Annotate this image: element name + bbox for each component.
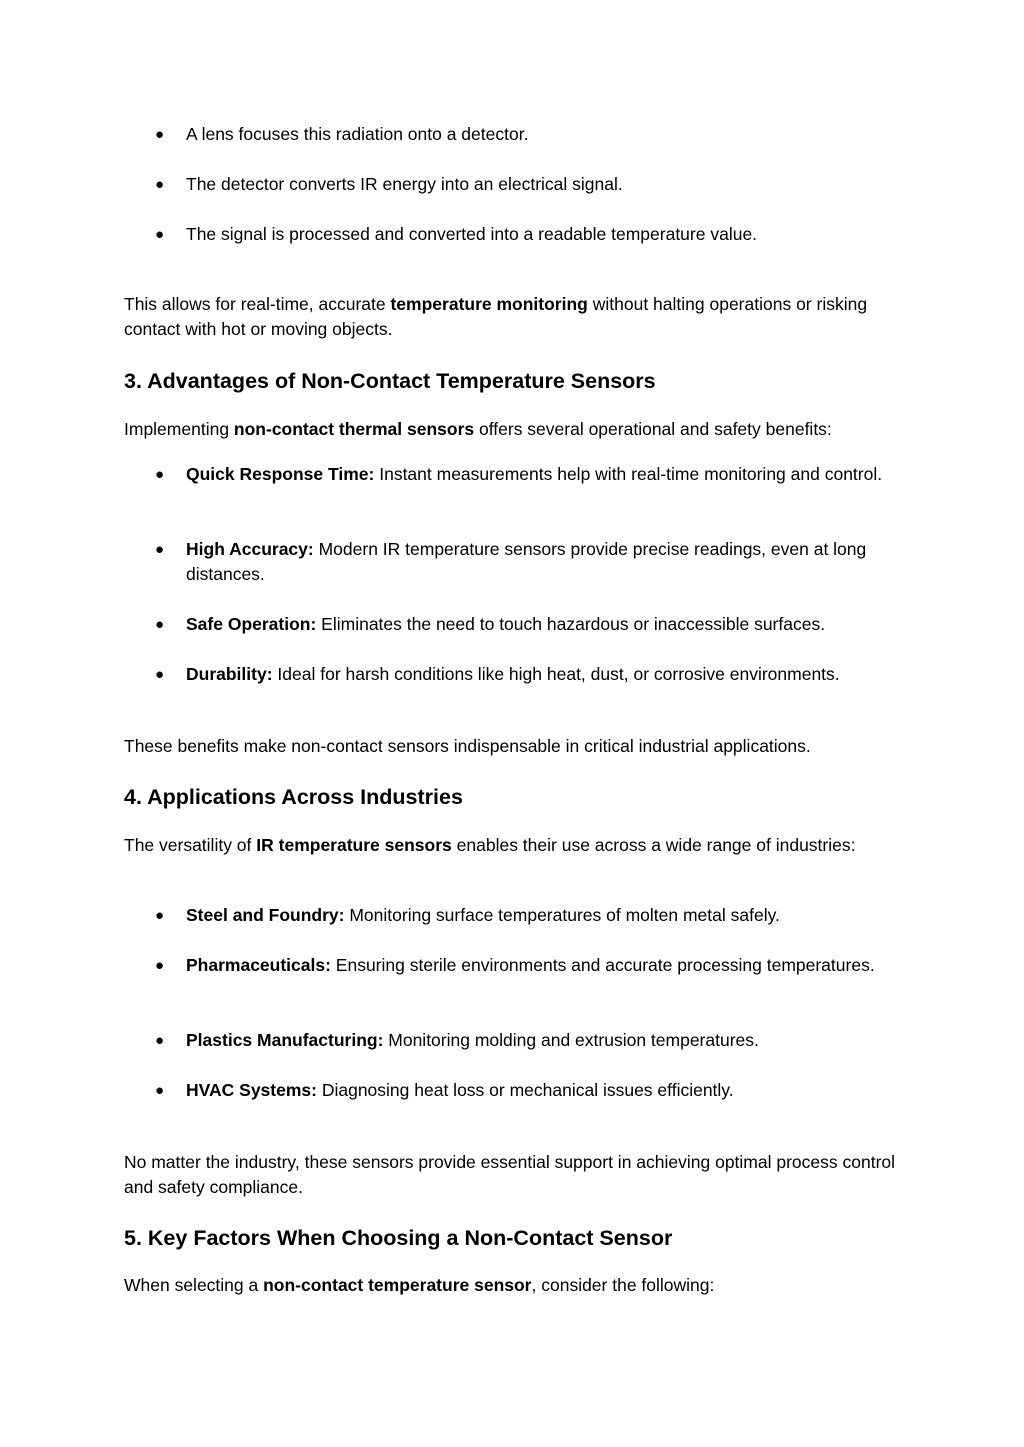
paragraph bbox=[124, 292, 904, 342]
bullet-icon: ● bbox=[155, 176, 165, 193]
intro-text: , consider the following: bbox=[531, 1275, 715, 1295]
paragraph-text: without halting operations or risking contact with hot or moving objects. bbox=[124, 294, 868, 339]
section-heading: 4. Applications Across Industries bbox=[124, 785, 463, 809]
intro-bold: non-contact temperature sensor bbox=[263, 1275, 532, 1295]
list-item-desc: Modern IR temperature sensors provide precise readings, even at long distances. bbox=[186, 539, 867, 584]
list-item-label: HVAC Systems: bbox=[186, 1080, 317, 1100]
list-item-text bbox=[186, 537, 904, 587]
paragraph-text: This allows for real-time, accurate bbox=[124, 294, 391, 314]
paragraph-bold: temperature monitoring bbox=[390, 294, 588, 314]
bullet-icon: ● bbox=[155, 126, 165, 143]
list-item-desc: Diagnosing heat loss or mechanical issues efficiently. bbox=[316, 1080, 734, 1100]
bullet-icon: ● bbox=[155, 907, 165, 924]
intro-bold: non-contact thermal sensors bbox=[233, 419, 475, 439]
list-item-text: The detector converts IR energy into an electrical signal. bbox=[186, 174, 623, 194]
bullet-icon: ● bbox=[155, 541, 165, 558]
intro-text: The versatility of bbox=[124, 835, 257, 855]
section-intro bbox=[124, 417, 904, 442]
intro-text: enables their use across a wide range of industries: bbox=[451, 835, 856, 855]
section-heading: 5. Key Factors When Choosing a Non-Contact Sensor bbox=[124, 1226, 673, 1250]
section-intro bbox=[124, 1273, 904, 1298]
list-item-text bbox=[186, 612, 904, 637]
list-item-label: Quick Response Time: bbox=[186, 464, 375, 484]
list-item-desc: Eliminates the need to touch hazardous or inaccessible surfaces. bbox=[316, 614, 826, 634]
list-item-label: Pharmaceuticals: bbox=[186, 955, 331, 975]
list-item-label: Durability: bbox=[186, 664, 273, 684]
list-item-text: A lens focuses this radiation onto a detector. bbox=[186, 124, 529, 144]
intro-text: When selecting a bbox=[124, 1275, 264, 1295]
list-item-text bbox=[186, 903, 904, 928]
section-heading: 3. Advantages of Non-Contact Temperature Sensors bbox=[124, 369, 656, 393]
list-item-text bbox=[186, 953, 904, 978]
list-item-desc: Ensuring sterile environments and accurate processing temperatures. bbox=[330, 955, 875, 975]
list-item-label: Plastics Manufacturing: bbox=[186, 1030, 384, 1050]
list-item-text bbox=[186, 662, 904, 687]
bullet-icon: ● bbox=[155, 616, 165, 633]
list-item-label: Safe Operation: bbox=[186, 614, 317, 634]
list-item-label: High Accuracy: bbox=[186, 539, 314, 559]
list-item-text bbox=[186, 1078, 904, 1103]
list-item-text bbox=[186, 1028, 904, 1053]
list-item-text: The signal is processed and converted into a readable temperature value. bbox=[186, 224, 758, 244]
list-item-desc: Monitoring molding and extrusion temperatures. bbox=[383, 1030, 759, 1050]
list-item-desc: Monitoring surface temperatures of molten metal safely. bbox=[344, 905, 780, 925]
intro-text: Implementing bbox=[124, 419, 234, 439]
list-item-desc: Ideal for harsh conditions like high heat, dust, or corrosive environments. bbox=[272, 664, 840, 684]
list-item-text bbox=[186, 462, 904, 487]
section-closing: No matter the industry, these sensors provide essential support in achieving optimal process control and safety compliance. bbox=[124, 1152, 896, 1197]
intro-bold: IR temperature sensors bbox=[256, 835, 452, 855]
bullet-icon: ● bbox=[155, 466, 165, 483]
bullet-icon: ● bbox=[155, 1032, 165, 1049]
intro-text: offers several operational and safety benefits: bbox=[474, 419, 832, 439]
bullet-icon: ● bbox=[155, 666, 165, 683]
bullet-icon: ● bbox=[155, 957, 165, 974]
list-item-desc: Instant measurements help with real-time monitoring and control. bbox=[374, 464, 883, 484]
bullet-icon: ● bbox=[155, 1082, 165, 1099]
section-intro bbox=[124, 833, 904, 858]
section-closing: These benefits make non-contact sensors indispensable in critical industrial applications. bbox=[124, 736, 811, 756]
list-item-label: Steel and Foundry: bbox=[186, 905, 345, 925]
bullet-icon: ● bbox=[155, 226, 165, 243]
